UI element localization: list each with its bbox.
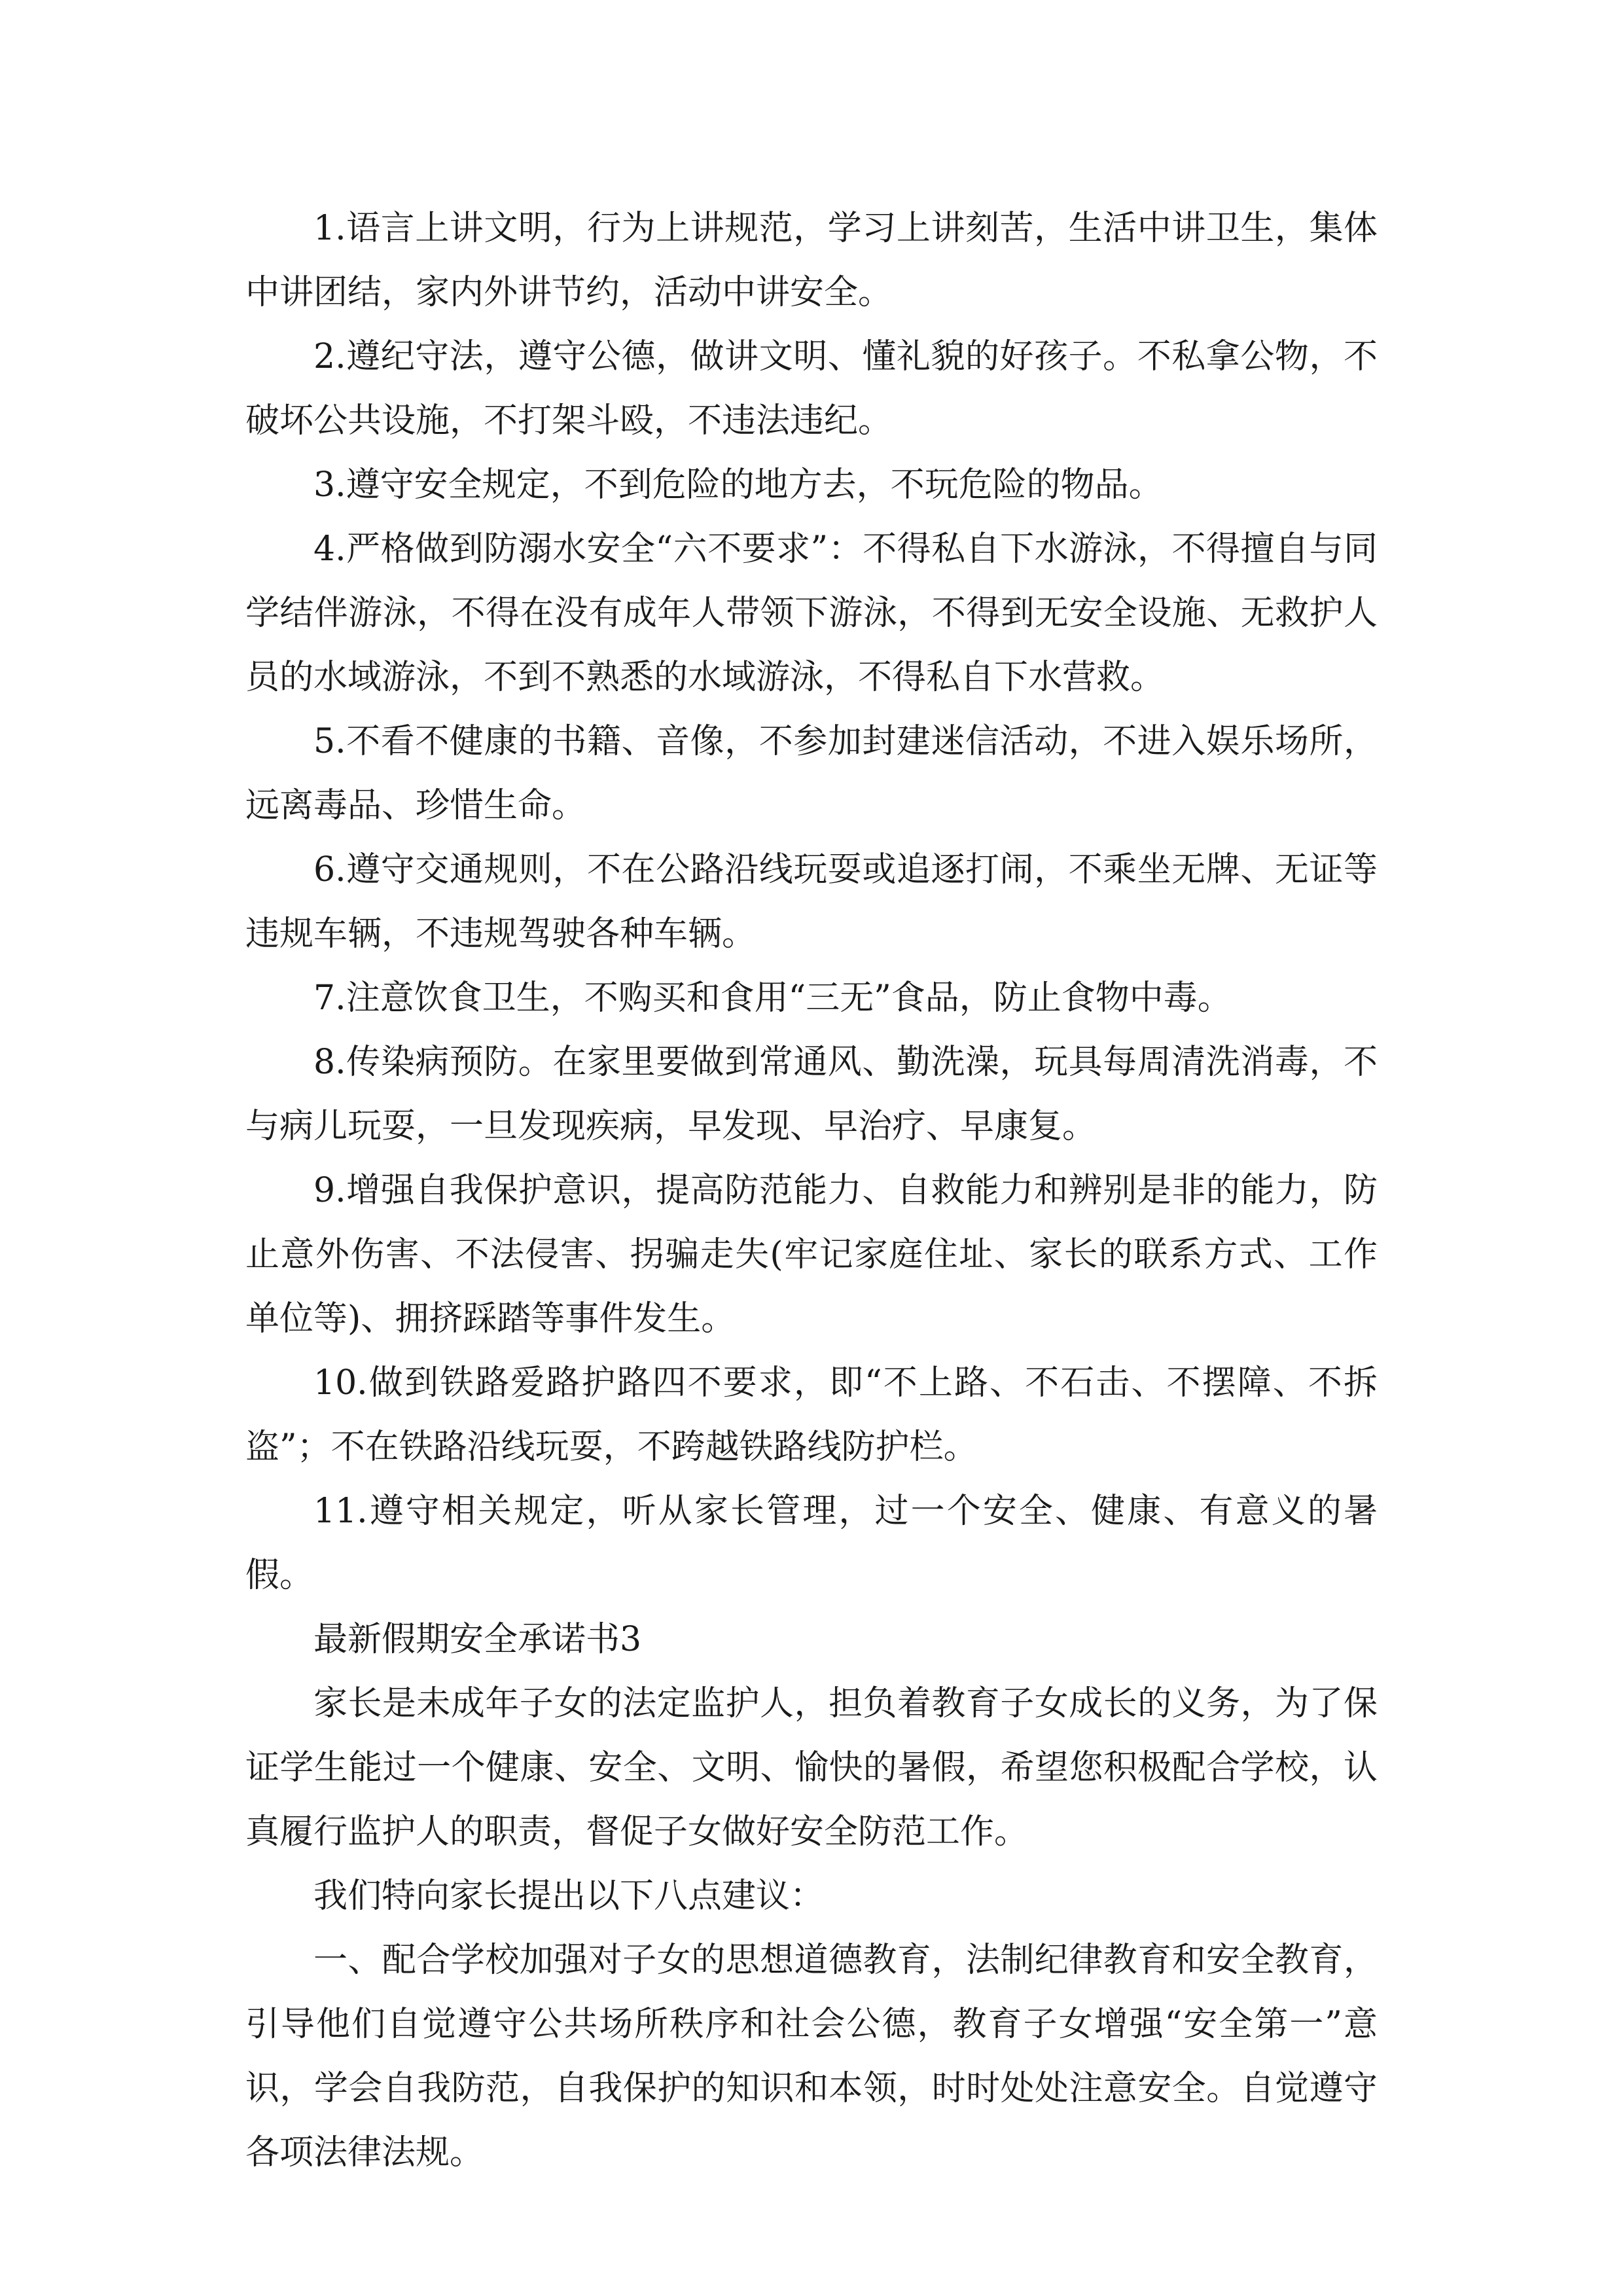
document-body	[245, 196, 1378, 2185]
paragraph-rule-4: 4.严格做到防溺水安全“六不要求”：不得私自下水游泳，不得擅自与同学结伴游泳，不得在没有成年人带领下游泳，不得到无安全设施、无救护人员的水域游泳，不到不熟悉的水域游泳，不得私自下水营救。	[245, 529, 1378, 697]
paragraph-rule-7: 7.注意饮食卫生，不购买和食用“三无”食品，防止食物中毒。	[313, 978, 1232, 1018]
paragraph-rule-11: 11.遵守相关规定，听从家长管理，过一个安全、健康、有意义的暑假。	[245, 1492, 1378, 1595]
paragraph-rule-8: 8.传染病预防。在家里要做到常通风、勤洗澡，玩具每周清洗消毒，不与病儿玩耍，一旦发现疾病，早发现、早治疗、早康复。	[245, 1043, 1378, 1146]
paragraph-rule-3: 3.遵守安全规定，不到危险的地方去，不玩危险的物品。	[313, 465, 1163, 505]
paragraph-rule-2: 2.遵纪守法，遵守公德，做讲文明、懂礼貌的好孩子。不私拿公物，不破坏公共设施，不打架斗殴，不违法违纪。	[245, 337, 1378, 440]
paragraph-suggestions-lead: 我们特向家长提出以下八点建议：	[313, 1876, 825, 1916]
paragraph-rule-5: 5.不看不健康的书籍、音像，不参加封建迷信活动，不进入娱乐场所，远离毒品、珍惜生命。	[245, 722, 1378, 825]
paragraph-rule-6: 6.遵守交通规则，不在公路沿线玩耍或追逐打闹，不乘坐无牌、无证等违规车辆，不违规驾驶各种车辆。	[245, 850, 1378, 954]
paragraph-intro: 家长是未成年子女的法定监护人，担负着教育子女成长的义务，为了保证学生能过一个健康、安全、文明、愉快的暑假，希望您积极配合学校，认真履行监护人的职责，督促子女做好安全防范工作。	[245, 1684, 1378, 1852]
section-heading: 最新假期安全承诺书3	[313, 1620, 642, 1659]
paragraph-rule-9: 9.增强自我保护意识，提高防范能力、自救能力和辨别是非的能力，防止意外伤害、不法侵害、拐骗走失(牢记家庭住址、家长的联系方式、工作单位等)、拥挤踩踏等事件发生。	[245, 1171, 1378, 1338]
paragraph-rule-10: 10.做到铁路爱路护路四不要求，即“不上路、不石击、不摆障、不拆盗”；不在铁路沿线玩耍，不跨越铁路线防护栏。	[245, 1363, 1378, 1467]
paragraph-suggestion-1: 一、配合学校加强对子女的思想道德教育，法制纪律教育和安全教育，引导他们自觉遵守公共场所秩序和社会公德，教育子女增强“安全第一”意识，学会自我防范，自我保护的知识和本领，时时处处注意安全。自觉遵守各项法律法规。	[245, 1941, 1378, 2172]
paragraph-rule-1: 1.语言上讲文明，行为上讲规范，学习上讲刻苦，生活中讲卫生，集体中讲团结，家内外讲节约，活动中讲安全。	[245, 209, 1378, 312]
